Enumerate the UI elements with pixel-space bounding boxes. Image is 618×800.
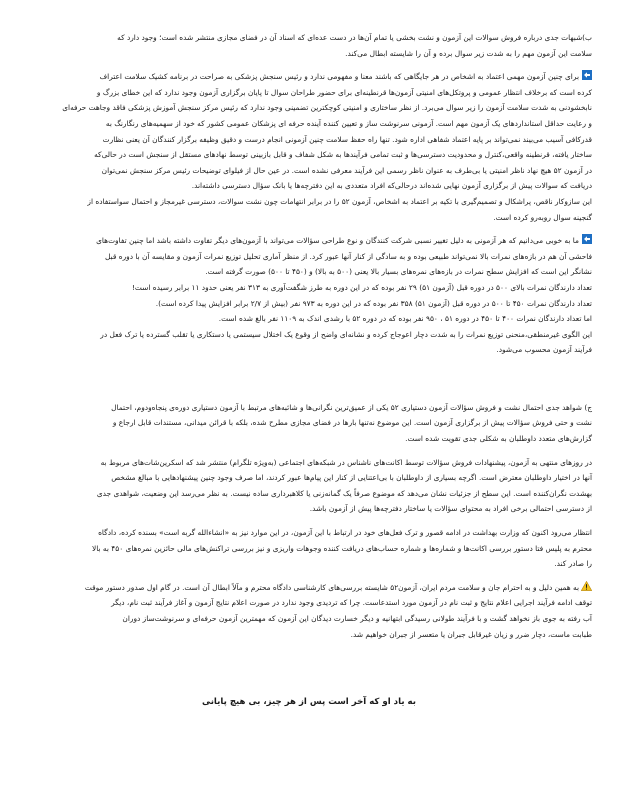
text-line: ساختار یافته، قرنطینه واقعی،کنترل و محدودیت دسترسی‌ها و ثبت تمامی فرآیندها به شکل شفاف و قابل بازبینی توسط نهادهای مستقل از سنجش است در حالی‌که xyxy=(94,150,592,160)
paragraph-gap xyxy=(26,61,592,69)
text-line: آب رفته به جوی باز نخواهد گشت و با فرآیند طولانی رسیدگی ابتهانیه و دیگر خسارت دیدگان این آزمون که مهمترین آزمون حرفه‌ای و سرنوشت‌ساز دوران xyxy=(122,614,592,623)
text-line: توقف ادامه فرآیند اجرایی اعلام نتایج و ثبت نام در آزمون مورد استدعاست. چرا که تردیدی وجود ندارد در صورت اعلام نتایج آزمون و آغاز فرآیند ثبت نام، دیگر xyxy=(111,598,592,608)
paragraph-gap xyxy=(26,447,592,455)
text-line: نشانگر این است که افزایش سطح نمرات در بازه‌های نمره‌های بسیار بالا یعنی (۵۰۰ به بالا) و (۴۵۰ تا ۵۰۰) صورت گرفته است. xyxy=(205,267,592,277)
text-line: تعداد دارندگان نمرات بالای ۵۰۰ در دوره قبل (آزمون ۵۱) ۲۹ نفر بوده که در این دوره به طرز شگفت‌آوری به ۳۱۳ نفر یعنی حدود ۱۱ برابر رسیده است! xyxy=(131,282,592,292)
warning-icon xyxy=(582,581,592,591)
text-line: نشت و حتی فروش سؤالات پیش از برگزاری آزمون است. این موضوع نه‌تنها بارها در فضای مجازی مطرح شده، بلکه با قرائن میدانی، مستندات قابل ارجاع و xyxy=(112,418,592,428)
text-line: ب)شبهات جدی درباره فروش سوالات این آزمون و نشت بخشی یا تمام آن‌ها در دست عده‌ای که اسناد آن در فضای مجازی منتشر شده است؛ وجود دارد که xyxy=(117,33,592,42)
paragraph-p7 xyxy=(26,580,592,642)
arrow-left-icon xyxy=(582,234,592,244)
text-line: را صادر کند. xyxy=(554,559,592,569)
paragraph-gap xyxy=(26,225,592,233)
paragraph-p1 xyxy=(26,30,592,61)
text-line: این سازوکار ناقص، پراشکال و تصمیم‌گیری با تکیه بر اعتماد به اشخاص، آزمون ۵۲ را در برابر انتهامات چون نشت سوالات، دسترسی غیرمجاز و احتمال سواستفاده از xyxy=(87,196,592,206)
paragraph-p5 xyxy=(26,455,592,517)
text-line: ج) شواهد جدی احتمال نشت و فروش سؤالات آزمون دستیاری ۵۲ یکی از عمیق‌ترین نگرانی‌ها و شائبه‌های مرتبط با آزمون دستیاری دوره‌ی پنجاه‌ودوم، احتمال xyxy=(111,402,592,412)
paragraph-p4 xyxy=(26,400,592,447)
text-line: محترم به پلیس فتا دستور بررسی اکانت‌ها و شماره‌ها و شماره حساب‌های دریافت کننده وجوهات واریزی و نیز بررسی تراکنش‌های مالی حائزین نمره‌های ۴۵۰ به بالا xyxy=(92,543,592,553)
text-line: آنها در اختیار داوطلبان معترض است. اگرچه بسیاری از داوطلبان با بی‌اعتنایی از کنار این پیام‌ها عبور کردند، اما صرف وجود چنین پیشنهادهایی با مبالغ مشخص xyxy=(111,473,592,483)
paragraph-p2 xyxy=(26,69,592,225)
text-line: به همین دلیل و به احترام جان و سلامت مردم ایران، آزمون۵۲ شایسته بررسی‌های کارشناسی دادگاه محترم و مآلاً ابطال آن است. در گام اول صدور دستور موقت xyxy=(84,582,579,592)
text-line: تعداد دارندگان نمرات ۴۵۰ تا ۵۰۰ در دوره قبل (آزمون ۵۱) ۳۵۸ نفر بوده که در این دوره به ۹۷۳ نفر (بیش از ۲/۷ برابر افزایش پیدا کرده است). xyxy=(155,298,592,308)
arrow-left-icon xyxy=(582,70,592,80)
paragraph-gap xyxy=(26,572,592,580)
text-line: در آزمون ۵۲ هیچ نهاد ناظر امنیتی یا بی‌طرف به عنوان ناظر رسمی این فرآیند معرفی نشده است. در عین حال از فیلوای توضیحات رئیس مرکز سنجش نمی‌توان xyxy=(101,165,592,175)
text-line: گنجینه سوال روبه‌رو کرده است. xyxy=(493,212,592,222)
text-line: کرده است که برخلاف انتظار عمومی و پروتکل‌های امنیتی آزمون‌ها قرنطینه‌ای برای حضور طراحان سوال تا پایان برگزاری آزمون وجود ندارد که این خطای بزرگ و xyxy=(96,87,592,97)
text-line: نابخشودنی به شدت سلامت آزمون را زیر سوال می‌برد. از نظر ساختاری و امنیتی کوچکترین تضمینی وجود ندارد که رئیس مرکز سنجش آموزش پزشکی فاقد وجاهت حرفه‌ای xyxy=(62,103,592,113)
paragraph-gap xyxy=(26,358,592,400)
text-line: سلامت این آزمون مهم را به شدت زیر سوال برده و آن را شایسته ابطال می‌کند. xyxy=(345,48,592,58)
text-line: فاحشی آن هم در بازه‌های نمرات بالا نمی‌تواند طبیعی بوده و به سادگی از کنار آنها عبور کرد. از منظر آماری تحلیل توزیع نمرات آزمون و مقایسه آن با دوره قبل xyxy=(105,251,592,261)
paragraph-gap xyxy=(26,517,592,525)
text-line: اما تعداد دارندگان نمرات ۴۰۰ تا ۴۵۰ در دوره ۵۱ ، ۹۵۰ نفر بوده که در دوره ۵۲ با رشدی اندک به ۱۱۰۹ نفر بالغ شده است. xyxy=(218,314,592,324)
text-line: در روزهای منتهی به آزمون، پیشنهادات فروش سؤالات توسط اکانت‌های ناشناس در شبکه‌های اجتماعی (به‌ویژه تلگرام) منتشر شد که اسکرین‌شات‌های مربوط به xyxy=(100,457,592,467)
text-line: قدرکافی آسیب می‌بیند نمی‌تواند بر پایه اعتماد شفاهی اداره شود. تنها راه حفظ سلامت چنین آزمونی انجام درست و دقیق وظیفه برگزار کنندگان آن یعنی نظارت xyxy=(102,134,592,144)
text-line: دریافت که سوالات پیش از برگزاری آزمون نهایی شده‌اند درحالی‌که افراد متعددی به این دفترچه‌ها یا بانک سؤال دسترسی داشته‌اند. xyxy=(191,181,592,191)
paragraph-p6 xyxy=(26,525,592,572)
text-line: ما به خوبی می‌دانیم که هر آزمونی به دلیل تغییر نسبی شرکت کنندگان و نوع طراحی سؤالات می‌تواند با آزمون‌های دیگر تفاوت داشته باشد اما چنین تفاوت‌های xyxy=(96,236,579,246)
text-line: گزارش‌های متعدد داوطلبان به شکلی جدی تقویت شده است. xyxy=(405,434,592,444)
text-line: فرآیند آزمون محسوب می‌شود. xyxy=(496,345,592,355)
text-line: برای چنین آزمون مهمی اعتماد به اشخاص در هر جایگاهی که باشند معنا و مفهومی ندارد و رئیس سنجش پزشکی به صراحت در برنامه کشیک سلامت اعتراف xyxy=(99,72,579,82)
text-line: و رعایت حداقل استانداردهای یک آزمون مهم است. آزمونی سرنوشت ساز و تعیین کننده آینده حرفه ای پزشکان عمومی کشور که خود از سهمیه‌های رنگارنگ به xyxy=(105,118,592,128)
text-line: این الگوی غیرمنطقی،منحنی توزیع نمرات را به شدت دچار اعوجاج کرده و نشانه‌ای واضح از وقوع یک اختلال سیستمی یا دستکاری یا تقلب گسترده یا ترک فعل در xyxy=(100,329,592,339)
text-line: از دسترسی احتمالی برخی افراد به محتوای سؤالات یا ساختار دفترچه‌ها پیش از آزمون باشد. xyxy=(309,504,592,514)
closing-line: به یاد او که آخر است پس از هر چیز، بی هیچ پایانی xyxy=(202,697,416,708)
text-line: انتظار می‌رود اکنون که وزارت بهداشت در ادامه قصور و ترک فعل‌های خود در ارتباط با این آزمون، در این موارد نیز به «انشاءالله گربه است» بسنده کرده، دادگاه xyxy=(98,528,592,538)
text-line: طبابت ماست، دچار ضرر و زیان غیرقابل جبران یا متعسر از جبران خواهیم شد. xyxy=(350,629,592,639)
paragraph-p3 xyxy=(26,233,592,358)
document-body xyxy=(26,30,592,642)
text-line: بهشدت نگران‌کننده است. این سطح از جزئیات نشان می‌دهد که موضوع صرفاً یک گمانه‌زنی یا کلاهبرداری ساده نیست. به نظر می‌رسد این وضعیت، شواهدی جدی xyxy=(96,488,592,498)
